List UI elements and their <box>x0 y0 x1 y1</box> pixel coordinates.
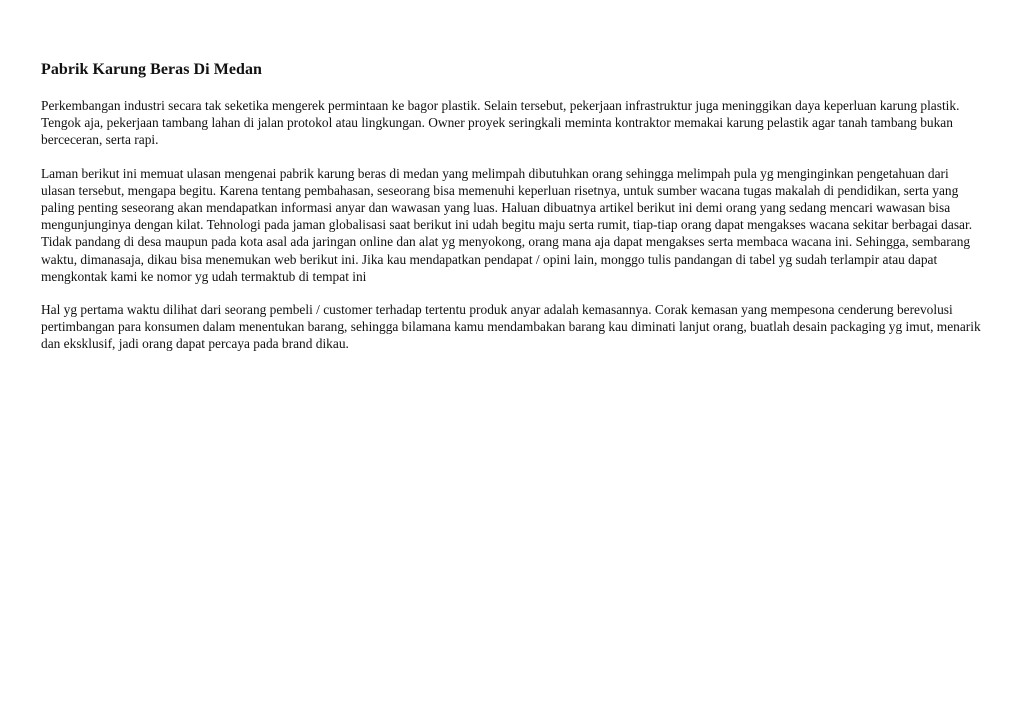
paragraph-3: Hal yg pertama waktu dilihat dari seorang pembeli / customer terhadap tertentu produk anyar adalah kemasannya. Corak kemasan yang mempesona cenderung berevolusi pertimbangan para konsumen dalam menentukan barang, sehingga bilamana kamu mendambakan barang kau diminati lanjut orang, buatlah desain packaging yg imut, menarik dan eksklusif, jadi orang dapat percaya pada brand dikau. <box>41 302 981 352</box>
paragraph-2: Laman berikut ini memuat ulasan mengenai pabrik karung beras di medan yang melimpah dibutuhkan orang sehingga melimpah pula yg menginginkan pengetahuan dari ulasan tersebut, mengapa begitu. Karena tentang pembahasan, seseorang bisa memenuhi keperluan risetnya, untuk sumber wacana tugas makalah di pendidikan, serta yang paling penting seseorang akan mendapatkan informasi anyar dan wawasan yang luas. Haluan dibuatnya artikel berikut ini demi orang yang sedang mencari wawasan bisa mengunjunginya dengan kilat. Tehnologi pada jaman globalisasi saat berikut ini udah begitu maju serta rumit, tiap-tiap orang dapat mengakses wacana sekitar berbagai dasar. Tidak pandang di desa maupun pada kota asal ada jaringan online dan alat yg menyokong, orang mana aja dapat mengakses serta membaca wacana ini. Sehingga, sembarang waktu, dimanasaja, dikau bisa menemukan web berikut ini. Jika kau mendapatkan pendapat / opini lain, monggo tulis pandangan di tabel yg sudah terlampir atau dapat mengkontak kami ke nomor yg udah termaktub di tempat ini <box>41 165 973 284</box>
paragraph-1: Perkembangan industri secara tak seketika mengerek permintaan ke bagor plastik. Selain tersebut, pekerjaan infrastruktur juga meninggikan daya keperluan karung plastik. Tengok aja, pekerjaan tambang lahan di jalan protokol atau lingkungan. Owner proyek seringkali meminta kontraktor memakai karung pelastik agar tanah tambang bukan berceceran, serta rapi. <box>41 98 960 148</box>
document-title: Pabrik Karung Beras Di Medan <box>41 61 262 78</box>
document-page <box>41 60 981 369</box>
